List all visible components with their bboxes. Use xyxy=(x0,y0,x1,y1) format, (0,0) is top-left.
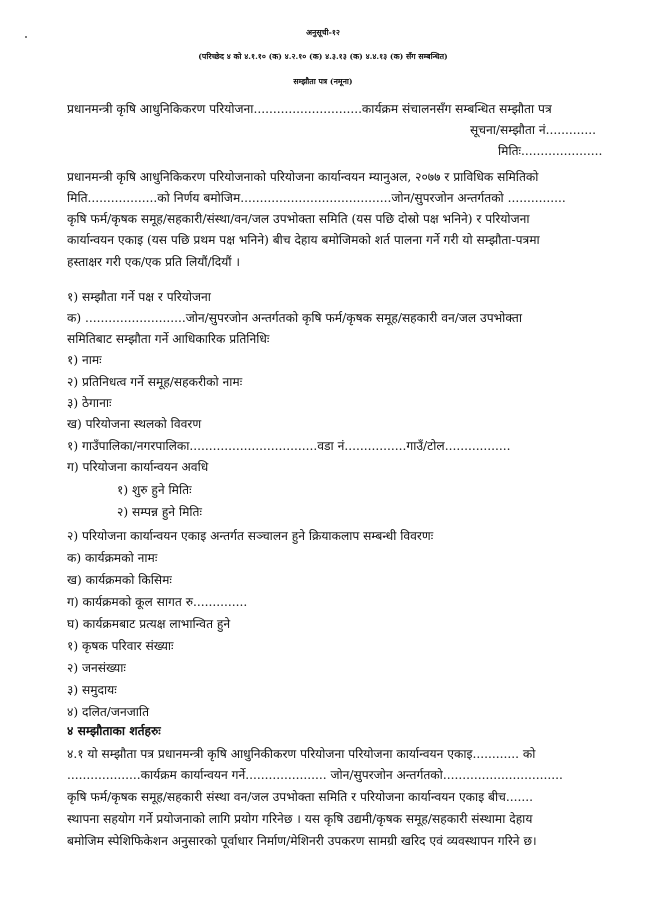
beneficiary-field: ४) दलित/जनजाति xyxy=(67,705,150,719)
duration-heading: ग) परियोजना कार्यान्वयन अवधि xyxy=(67,460,209,474)
section-2-heading: २) परियोजना कार्यान्वयन एकाइ अन्तर्गत सञ्चालन हुने क्रियाकलाप सम्बन्धी विवरणः xyxy=(67,529,434,543)
program-field: घ) कार्यक्रमबाट प्रत्यक्ष लाभान्वित हुने xyxy=(67,617,231,631)
section-4-heading: ४ सम्झौताका शर्तहरुः xyxy=(67,724,161,738)
start-date-field: १) शुरु हुने मितिः xyxy=(117,483,192,497)
document-type: सम्झौता पत्र (नमूना) xyxy=(293,77,353,86)
condition-line: ...................कार्यक्रम कार्यान्वयन गर्ने..................... जोन/सुपरजोन अन्तर्गतको............................... xyxy=(67,768,563,782)
representative-field: १) नामः xyxy=(67,353,102,367)
end-date-field: २) सम्पन्न हुने मितिः xyxy=(117,505,202,519)
project-line: प्रधानमन्त्री कृषि आधुनिकिकरण परियोजना............................कार्यक्रम संचालनसँग सम्बन्धित सम्झौता पत्र xyxy=(67,102,552,116)
intro-paragraph-line: कृषि फर्म/कृषक समूह/सहकारी/संस्था/वन/जल उपभोक्ता समिति (यस पछि दोस्रो पक्ष भनिने) र परियोजना xyxy=(67,212,530,226)
condition-line: बमोजिम स्पेशिफिकेशन अनुसारको पूर्वाधार निर्माण/मेशिनरी उपकरण सामग्री खरिद एवं व्यवस्थापन गरिने छ। xyxy=(67,834,537,848)
agreement-date: मितिः..................... xyxy=(498,144,603,158)
party-line: समितिबाट सम्झौता गर्ने आधिकारिक प्रतिनिधिः xyxy=(67,332,270,346)
section-reference: (परिच्छेद ४ को ४.१.१० (क) ४.२.१० (क) ४.३.१३ (क) ४.४.१३ (क) सँग सम्बन्धित) xyxy=(198,52,448,61)
program-field: क) कार्यक्रमको नामः xyxy=(67,551,158,565)
intro-paragraph-line: प्रधानमन्त्री कृषि आधुनिकिकरण परियोजनाको परियोजना कार्यान्वयन म्यानुअल, २०७७ र प्राविधिक समितिको xyxy=(67,170,539,184)
program-field: ख) कार्यक्रमको किसिमः xyxy=(67,573,172,587)
condition-line: ४.१ यो सम्झौता पत्र प्रधानमन्त्री कृषि आधुनिकीकरण परियोजना परियोजना कार्यान्वयन एकाइ............ को xyxy=(67,747,536,761)
beneficiary-field: २) जनसंख्याः xyxy=(67,661,126,675)
beneficiary-field: ३) समुदायः xyxy=(67,683,117,697)
program-field: ग) कार्यक्रमको कूल सागत रु.............. xyxy=(67,595,248,609)
representative-field: ३) ठेगानाः xyxy=(67,396,112,410)
condition-line: स्थापना सहयोग गर्ने प्रयोजनाको लागि प्रयोग गरिनेछ । यस कृषि उद्यमी/कृषक समूह/सहकारी संस्थामा देहाय xyxy=(67,812,533,826)
intro-paragraph-line: हस्ताक्षर गरी एक/एक प्रति लियौं/दियौं । xyxy=(67,255,240,269)
project-site-heading: ख) परियोजना स्थलको विवरण xyxy=(67,417,202,431)
condition-line: कृषि फर्म/कृषक समूह/सहकारी संस्था वन/जल उपभोक्ता समिति र परियोजना कार्यान्वयन एकाइ बीच....... xyxy=(67,790,534,804)
intro-paragraph-line: मिति..................को निर्णय बमोजिम.......................................जोन/सुपरजोन अन्तर्गतको ............... xyxy=(67,191,566,205)
annex-title: अनुसूची-१२ xyxy=(306,28,340,37)
location-field: १) गाउँपालिका/नगरपालिका.................................वडा नं................गाउँ/टोल................. xyxy=(67,439,511,453)
notice-number: सूचना/सम्झौता नं............. xyxy=(470,123,596,137)
beneficiary-field: १) कृषक परिवार संख्याः xyxy=(67,639,174,653)
party-line: क) ..........................जोन/सुपरजोन अन्तर्गतको कृषि फर्म/कृषक समूह/सहकारी वन/जल उपभोक्ता xyxy=(67,311,522,325)
intro-paragraph-line: कार्यान्वयन एकाइ (यस पछि प्रथम पक्ष भनिने) बीच देहाय बमोजिमको शर्त पालना गर्ने गरी यो सम्झौता-पत्रमा xyxy=(67,233,540,247)
section-1-heading: १) सम्झौता गर्ने पक्ष र परियोजना xyxy=(67,290,211,304)
representative-field: २) प्रतिनिधत्व गर्ने समूह/सहकरीको नामः xyxy=(67,375,243,389)
